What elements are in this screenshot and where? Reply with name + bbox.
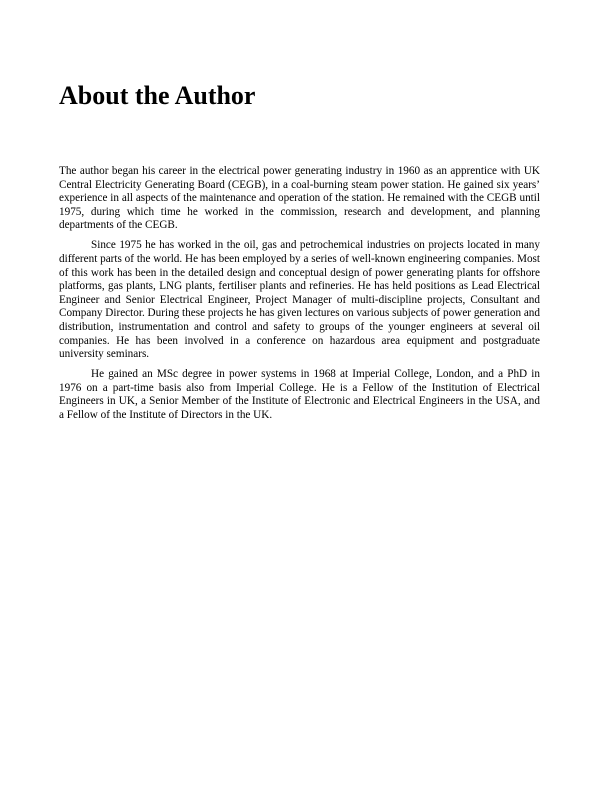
paragraph-oil-gas-career: Since 1975 he has worked in the oil, gas and petrochemical industries on projects located in many different parts of the world. He has been employed by a series of well-known engineering companies. Most of this work has been in the detailed design and conceptual design of power generating plants for offshore platforms, gas plants, LNG plants, fertiliser plants and refineries. He has held positions as Lead Electrical Engineer and Senior Electrical Engineer, Project Manager of multi-discipline projects, Consultant and Company Director. During these projects he has given lectures on various subjects of power generation and distribution, instrumentation and control and safety to groups of the younger engineers at several oil companies. He has been involved in a conference on hazardous area equipment and postgraduate university seminars. [59,239,540,361]
page-title: About the Author [59,81,256,110]
paragraph-career-cegb: The author began his career in the electrical power generating industry in 1960 as an apprentice with UK Central Electricity Generating Board (CEGB), in a coal-burning steam power station. He gained six years’ experience in all aspects of the maintenance and operation of the station. He remained with the CEGB until 1975, during which time he worked in the commission, research and development, and planning departments of the CEGB. [59,165,540,232]
paragraph-education: He gained an MSc degree in power systems in 1968 at Imperial College, London, and a PhD in 1976 on a part-time basis also from Imperial College. He is a Fellow of the Institution of Electrical Engineers in UK, a Senior Member of the Institute of Electronic and Electrical Engineers in the USA, and a Fellow of the Institute of Directors in the UK. [59,368,540,421]
body-text [59,165,540,429]
